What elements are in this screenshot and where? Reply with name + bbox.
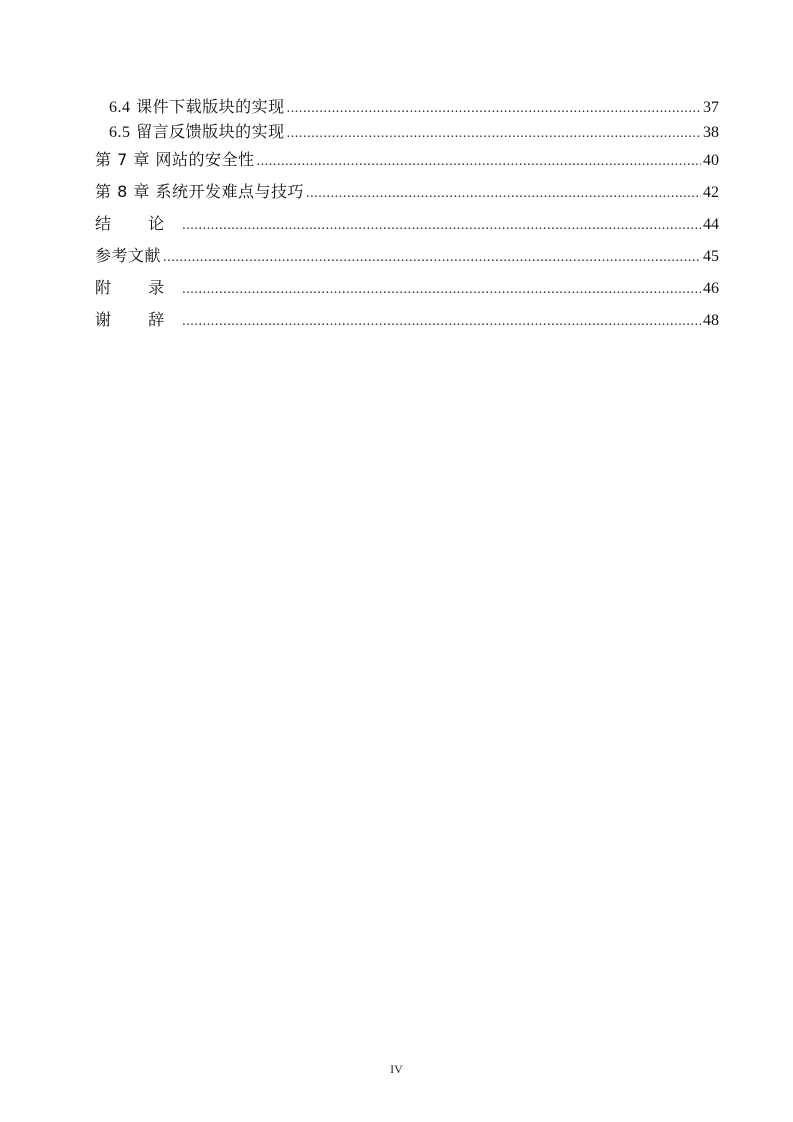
toc-page-number: 38: [703, 124, 719, 141]
toc-page-number: 46: [703, 280, 719, 297]
toc-entry-conclusion[interactable]: [95, 212, 719, 244]
toc-dot-leader: [182, 278, 701, 302]
toc-entry-title: 参考文献: [95, 246, 162, 265]
toc-page-number: 48: [703, 312, 719, 329]
toc-entry-title: 6.5 留言反馈版块的实现: [109, 122, 285, 141]
toc-page-number: 45: [703, 248, 719, 265]
toc-entry-appendix[interactable]: [95, 276, 719, 308]
toc-page-number: 37: [703, 99, 719, 116]
toc-entry-title: 结 论: [95, 214, 181, 233]
page-footer-number: IV: [390, 1062, 403, 1076]
toc-entry-acknowledgements[interactable]: [95, 308, 719, 340]
toc-entry-title: 附 录: [95, 278, 181, 297]
toc-entry-6-5[interactable]: [95, 120, 719, 145]
toc-entry-title: 谢 辞: [95, 310, 181, 329]
toc-dot-leader: [287, 122, 701, 146]
toc-page-number: 44: [703, 216, 719, 233]
toc-entry-title: 第 8 章 系统开发难点与技巧: [95, 182, 304, 201]
toc-dot-leader: [163, 246, 701, 270]
toc-entry-references[interactable]: [95, 244, 719, 276]
toc-dot-leader: [182, 214, 701, 238]
toc-entry-title: 6.4 课件下载版块的实现: [109, 97, 285, 116]
toc-page-number: 40: [703, 152, 719, 169]
toc-dot-leader: [182, 310, 701, 334]
toc-entry-chapter-7[interactable]: [95, 148, 719, 180]
toc-entry-chapter-8[interactable]: [95, 180, 719, 212]
table-of-contents: [95, 95, 719, 340]
toc-dot-leader: [256, 150, 701, 174]
toc-page-number: 42: [703, 184, 719, 201]
toc-dot-leader: [306, 182, 701, 206]
toc-dot-leader: [287, 97, 701, 121]
toc-entry-6-4[interactable]: [95, 95, 719, 120]
toc-entry-title: 第 7 章 网站的安全性: [95, 150, 255, 169]
